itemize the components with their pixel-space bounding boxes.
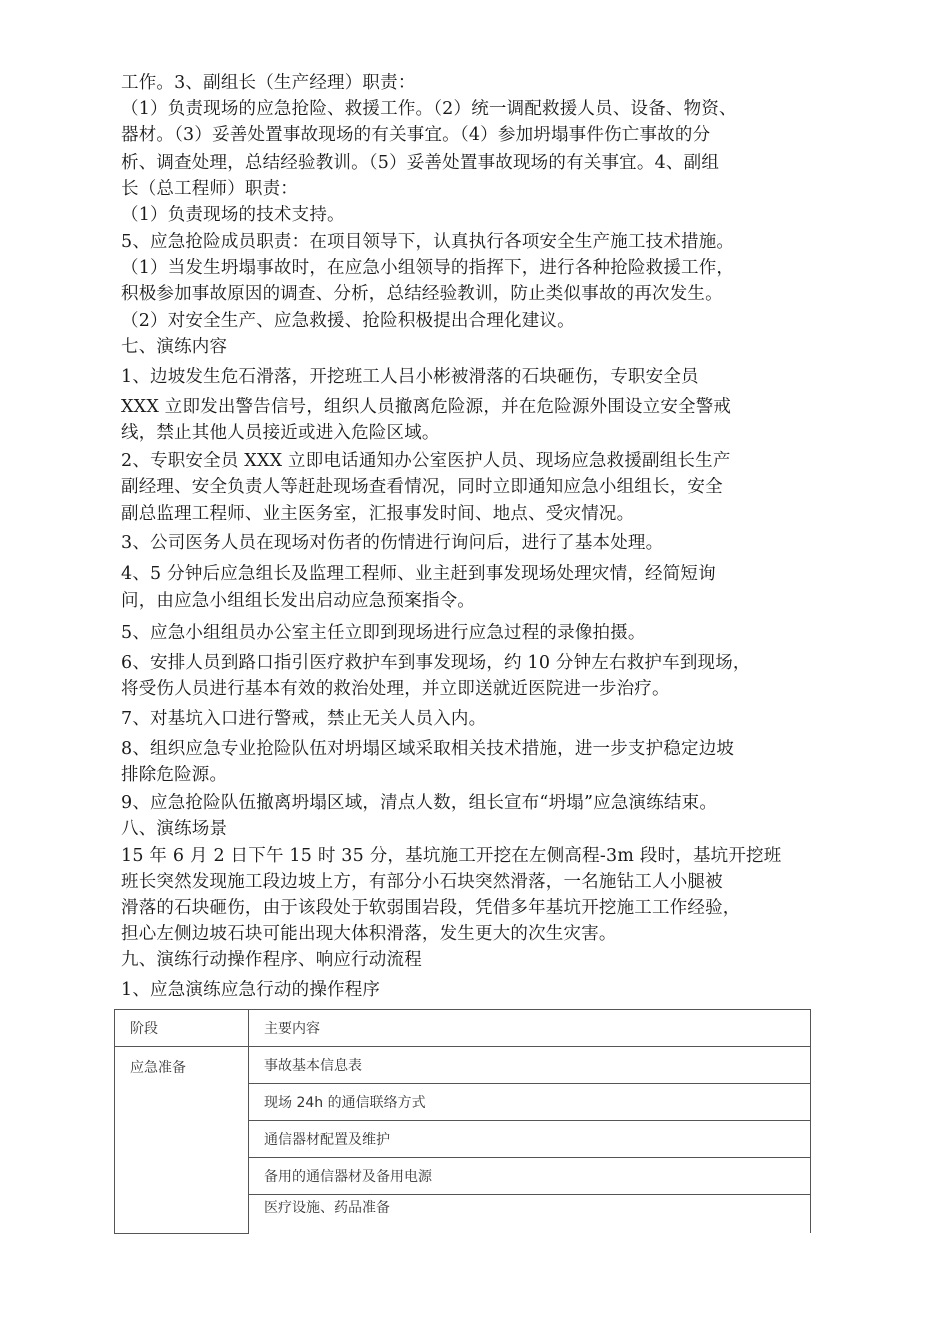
body-line: 4、5 分钟后应急组长及监理工程师、业主赶到事发现场处理灾情，经简短询	[121, 564, 716, 584]
body-line: 1、应急演练应急行动的操作程序	[121, 980, 381, 1000]
body-line: 将受伤人员进行基本有效的救治处理，并立即送就近医院进一步治疗。	[121, 679, 670, 699]
body-line: 2、专职安全员 XXX 立即电话通知办公室医护人员、现场应急救援副组长生产	[121, 451, 731, 471]
table-row	[115, 1047, 811, 1084]
body-line: 工作。3、副组长（生产经理）职责：	[121, 73, 416, 93]
content-cell: 通信器材配置及维护	[249, 1121, 811, 1158]
section-heading: 九、演练行动操作程序、响应行动流程	[121, 950, 422, 970]
table-header-row	[115, 1010, 811, 1047]
body-line: （1）当发生坍塌事故时，在应急小组领导的指挥下，进行各种抢险救援工作，	[121, 258, 735, 278]
body-line: （1）负责现场的技术支持。	[121, 205, 345, 225]
body-line: 3、公司医务人员在现场对伤者的伤情进行询问后，进行了基本处理。	[121, 533, 664, 553]
body-line: 问，由应急小组组长发出启动应急预案指令。	[121, 591, 475, 611]
body-line: 5、应急小组组员办公室主任立即到现场进行应急过程的录像拍摄。	[121, 623, 646, 643]
body-line: 15 年 6 月 2 日下午 15 时 35 分，基坑施工开挖在左侧高程-3m 段时，基坑开挖班	[121, 846, 782, 866]
body-line: 9、应急抢险队伍撤离坍塌区域，清点人数，组长宣布“坍塌”应急演练结束。	[121, 793, 718, 813]
body-line: 6、安排人员到路口指引医疗救护车到事发现场，约 10 分钟左右救护车到现场，	[121, 653, 751, 673]
content-cell: 备用的通信器材及备用电源	[249, 1158, 811, 1195]
body-line: 排除危险源。	[121, 765, 228, 785]
body-line: 担心左侧边坡石块可能出现大体积滑落，发生更大的次生灾害。	[121, 924, 617, 944]
content-cell: 现场 24h 的通信联络方式	[249, 1084, 811, 1121]
content-cell: 医疗设施、药品准备	[249, 1195, 811, 1234]
body-line: 副经理、安全负责人等赶赴现场查看情况，同时立即通知应急小组组长，安全	[121, 477, 723, 497]
body-line: 8、组织应急专业抢险队伍对坍塌区域采取相关技术措施，进一步支护稳定边坡	[121, 739, 735, 759]
body-line: 线，禁止其他人员接近或进入危险区域。	[121, 423, 440, 443]
body-line: 1、边坡发生危石滑落，开挖班工人吕小彬被滑落的石块砸伤，专职安全员	[121, 367, 699, 387]
body-line: 5、应急抢险成员职责：在项目领导下，认真执行各项安全生产施工技术措施。	[121, 232, 735, 252]
section-heading: 七、演练内容	[121, 337, 228, 357]
body-line: XXX 立即发出警告信号，组织人员撤离危险源，并在危险源外围设立安全警戒	[121, 397, 732, 417]
header-cell-stage: 阶段	[115, 1010, 249, 1047]
header-cell-content: 主要内容	[249, 1010, 811, 1047]
body-line: 滑落的石块砸伤，由于该段处于软弱围岩段，凭借多年基坑开挖施工工作经验，	[121, 898, 741, 918]
section-heading: 八、演练场景	[121, 819, 228, 839]
body-line: 器材。（3）妥善处置事故现场的有关事宜。（4）参加坍塌事件伤亡事故的分	[121, 125, 711, 145]
content-cell: 事故基本信息表	[249, 1047, 811, 1084]
body-line: 长（总工程师）职责：	[121, 179, 298, 199]
body-line: 班长突然发现施工段边坡上方，有部分小石块突然滑落，一名施钻工人小腿被	[121, 872, 723, 892]
body-line: 7、对基坑入口进行警戒，禁止无关人员入内。	[121, 709, 487, 729]
body-line: 析、调查处理，总结经验教训。（5）妥善处置事故现场的有关事宜。4、副组	[121, 153, 720, 173]
body-line: （1）负责现场的应急抢险、救援工作。（2）统一调配救援人员、设备、物资、	[121, 99, 737, 119]
procedure-table	[114, 1009, 811, 1234]
body-line: 副总监理工程师、业主医务室，汇报事发时间、地点、受灾情况。	[121, 504, 635, 524]
stage-cell: 应急准备	[115, 1047, 249, 1234]
body-line: （2）对安全生产、应急救援、抢险积极提出合理化建议。	[121, 311, 575, 331]
body-line: 积极参加事故原因的调查、分析，总结经验教训，防止类似事故的再次发生。	[121, 284, 723, 304]
